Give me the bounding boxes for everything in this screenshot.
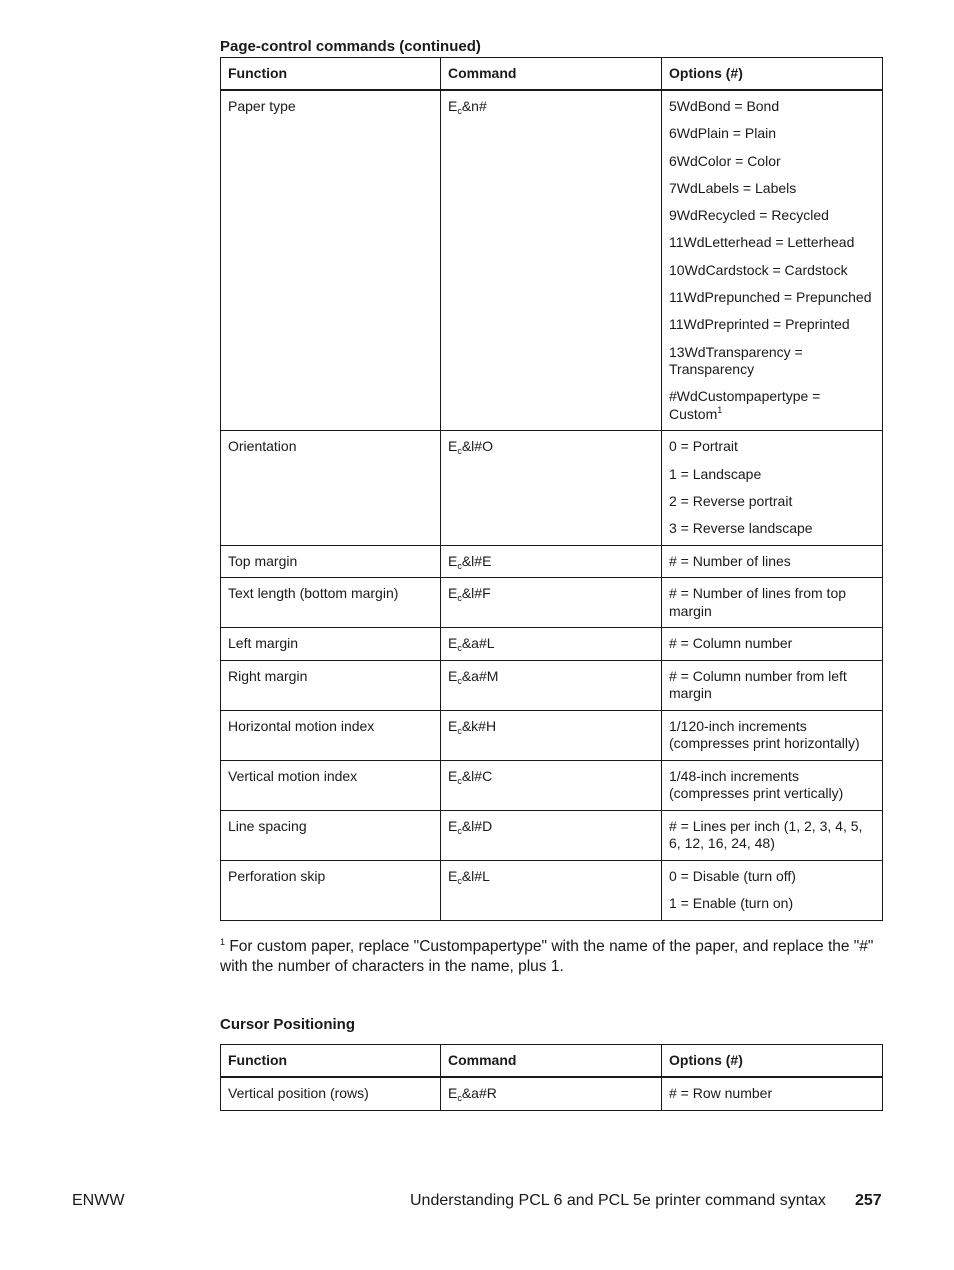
function-cell: Text length (bottom margin) [221,578,441,628]
option-text: # = Lines per inch (1, 2, 3, 4, 5, 6, 12, 16, 24, 48) [669,817,863,852]
command-text: &l#E [461,552,492,569]
table-header-row [221,1045,883,1078]
escape-char: E [448,438,458,455]
option-text: 2 = Reverse portrait [669,493,793,510]
option-item [669,493,875,511]
command-cell [441,710,662,760]
escape-char: E [448,1085,458,1101]
command-cell [441,860,662,920]
option-item [669,180,875,198]
option-text: 11WdPreprinted = Preprinted [669,316,850,333]
escape-subscript: c [457,875,462,886]
option-item [669,98,875,116]
table-row [221,660,883,710]
option-item [669,466,875,484]
option-text: 11WdLetterhead = Letterhead [669,234,855,251]
option-text: 6WdColor = Color [669,152,781,169]
option-item [669,718,875,753]
command-cell [441,578,662,628]
table-row [221,90,883,431]
escape-subscript: c [457,675,462,686]
table-row [221,628,883,661]
option-text: 11WdPrepunched = Prepunched [669,289,872,306]
option-text: 13WdTransparency = Transparency [669,343,803,378]
escape-char: E [448,635,458,652]
option-item [669,668,875,703]
function-cell: Right margin [221,660,441,710]
option-text: 0 = Disable (turn off) [669,867,796,884]
header-options: Options (#) [662,1045,883,1078]
option-text: # = Number of lines from top margin [669,585,847,619]
footnote [220,937,882,976]
option-text: 3 = Reverse landscape [669,520,813,537]
footnote-ref: 1 [717,404,723,415]
option-item [669,316,875,334]
command-cell [441,760,662,810]
option-item [669,125,875,143]
option-text: 6WdPlain = Plain [669,125,777,142]
options-cell [662,578,883,628]
option-text: 10WdCardstock = Cardstock [669,261,848,278]
command-cell [441,90,662,431]
table-row [221,810,883,860]
table-row [221,1077,883,1110]
escape-subscript: c [457,446,462,457]
header-function: Function [221,1045,441,1078]
function-cell: Perforation skip [221,860,441,920]
options-cell [662,628,883,661]
escape-char: E [448,585,458,602]
option-item [669,234,875,252]
function-cell: Top margin [221,545,441,578]
option-item [669,207,875,225]
function-cell: Horizontal motion index [221,710,441,760]
options-cell [662,545,883,578]
command-text: &k#H [461,717,497,734]
option-item [669,344,875,379]
option-text: # = Column number from left margin [669,667,847,702]
command-cell [441,1077,662,1110]
command-cell [441,431,662,545]
option-item [669,1085,875,1103]
escape-subscript: c [457,775,462,786]
option-item [669,818,875,853]
option-item [669,868,875,886]
options-cell [662,860,883,920]
escape-char: E [448,717,458,734]
table-row [221,545,883,578]
option-item [669,895,875,913]
options-cell [662,810,883,860]
option-item [669,388,875,423]
option-item [669,520,875,538]
table-row [221,578,883,628]
escape-char: E [448,867,458,884]
footer-title: Understanding PCL 6 and PCL 5e printer command syntax [410,1192,826,1209]
option-item [669,262,875,280]
escape-subscript: c [457,725,462,736]
command-text: &l#L [461,867,490,884]
option-item [669,585,875,620]
footnote-text: For custom paper, replace "Custompapertype" with the name of the paper, and replace the "#" with the number of characters in the name, plus 1. [220,938,874,975]
header-command: Command [441,1045,662,1078]
function-cell: Orientation [221,431,441,545]
escape-subscript: c [457,560,462,571]
options-cell [662,660,883,710]
command-cell [441,628,662,661]
escape-char: E [448,767,458,784]
escape-subscript: c [457,643,462,654]
escape-char: E [448,817,458,834]
page-number: 257 [855,1192,882,1209]
options-cell [662,90,883,431]
cursor-positioning-table [220,1044,883,1111]
option-text: # = Row number [669,1085,773,1101]
command-text: &a#L [461,635,495,652]
section-title-page-control: Page-control commands (continued) [220,38,481,55]
options-cell [662,710,883,760]
option-text: 1 = Enable (turn on) [669,895,794,912]
option-text: # = Number of lines [669,552,791,569]
option-text: #WdCustompapertype = Custom [669,388,821,422]
command-text: &a#R [461,1085,497,1101]
table-row [221,760,883,810]
header-options: Options (#) [662,58,883,91]
option-item [669,553,875,571]
option-text: 9WdRecycled = Recycled [669,207,829,224]
option-text: 1 = Landscape [669,465,762,482]
command-text: &a#M [461,667,499,684]
option-item [669,438,875,456]
command-text: &l#O [461,438,493,455]
command-cell [441,660,662,710]
escape-subscript: c [457,1093,462,1103]
option-text: 1/48-inch increments (compresses print vertically) [669,767,844,802]
option-item [669,153,875,171]
table-row [221,431,883,545]
function-cell: Vertical position (rows) [221,1077,441,1110]
escape-subscript: c [457,825,462,836]
header-command: Command [441,58,662,91]
command-cell [441,545,662,578]
table-row [221,860,883,920]
options-cell [662,1077,883,1110]
options-cell [662,760,883,810]
command-cell [441,810,662,860]
function-cell: Line spacing [221,810,441,860]
table-header-row [221,58,883,91]
header-function: Function [221,58,441,91]
section-title-cursor-positioning: Cursor Positioning [220,1016,355,1033]
table-row [221,710,883,760]
escape-char: E [448,98,458,114]
command-text: &n# [461,98,487,114]
escape-char: E [448,667,458,684]
escape-char: E [448,552,458,569]
option-text: 1/120-inch increments (compresses print horizontally) [669,717,860,752]
option-text: # = Column number [669,635,793,652]
escape-subscript: c [457,593,462,604]
function-cell: Paper type [221,90,441,431]
function-cell: Left margin [221,628,441,661]
option-text: 0 = Portrait [669,438,738,455]
option-item [669,635,875,653]
footnote-marker: 1 [220,937,226,947]
function-cell: Vertical motion index [221,760,441,810]
command-text: &l#F [461,585,491,602]
option-item [669,768,875,803]
footer-left: ENWW [72,1192,125,1209]
page-control-commands-table [220,57,883,921]
command-text: &l#C [461,767,493,784]
option-text: 5WdBond = Bond [669,98,780,114]
option-text: 7WdLabels = Labels [669,179,797,196]
option-item [669,289,875,307]
command-text: &l#D [461,817,493,834]
options-cell [662,431,883,545]
escape-subscript: c [457,106,462,116]
